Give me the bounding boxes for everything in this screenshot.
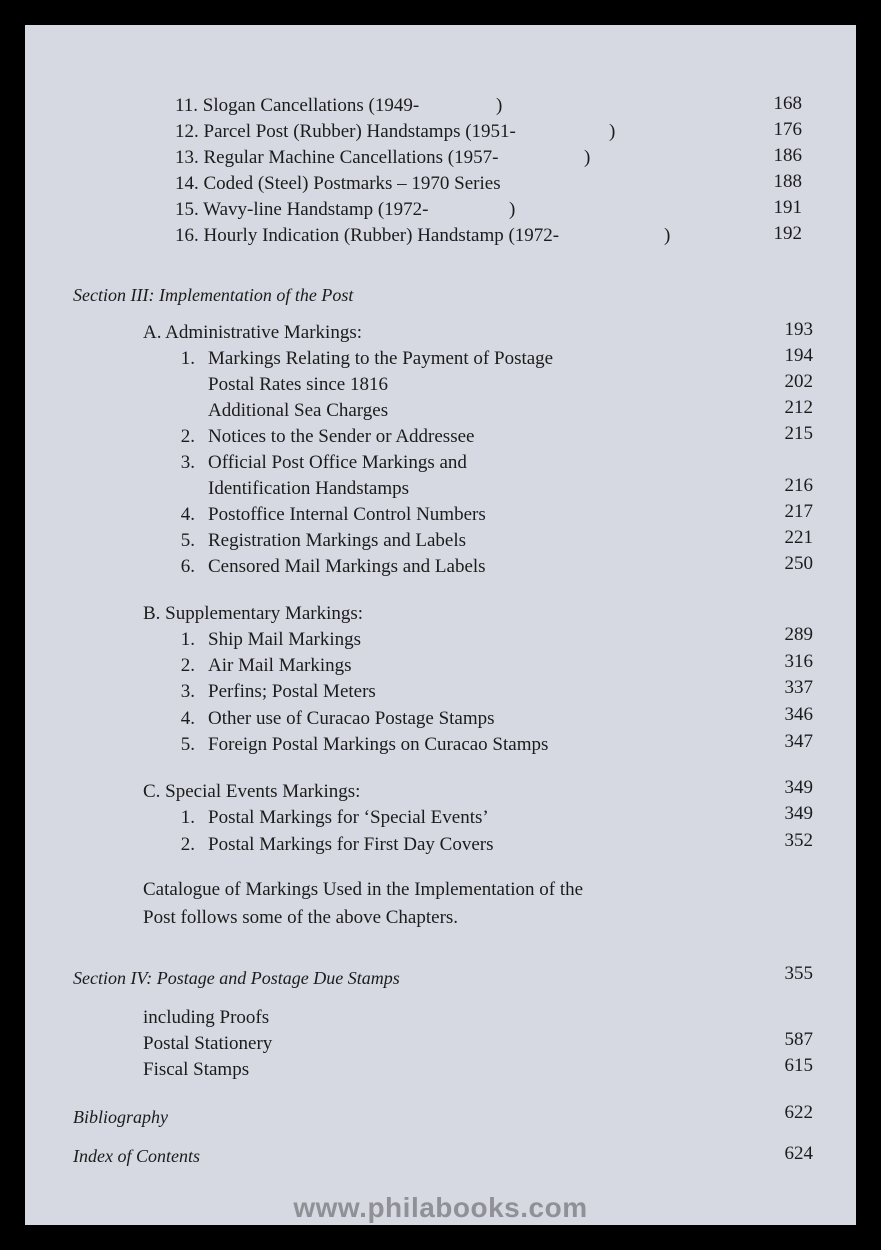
entry-number: 2. [180, 655, 195, 676]
entry-text: Other use of Curacao Postage Stamps [208, 708, 495, 729]
entry-page-number: 250 [784, 553, 813, 574]
entry-number: 4. [180, 504, 195, 525]
entry-number: 3. [180, 452, 195, 473]
entry-page-number: 217 [784, 501, 813, 522]
entry-number: 1. [180, 807, 195, 828]
entry-text: Air Mail Markings [208, 655, 352, 676]
entry-number: 2. [180, 834, 195, 855]
entry-number: 1. [180, 629, 195, 650]
entry-page-number: 191 [773, 197, 802, 218]
entry-page-number: 337 [784, 677, 813, 698]
entry-text: 12. Parcel Post (Rubber) Handstamps (1951- [175, 121, 516, 142]
entry-text: 14. Coded (Steel) Postmarks – 1970 Series [175, 173, 501, 194]
entry-page-number: 186 [773, 145, 802, 166]
catalogue-note-line: Post follows some of the above Chapters. [143, 907, 459, 928]
entry-close-paren: ) [609, 121, 616, 142]
entry-close-paren: ) [584, 147, 591, 168]
subsection-c-heading: C. Special Events Markings: [143, 781, 361, 802]
subsection-a-heading: A. Administrative Markings: [143, 322, 363, 343]
index-page-number: 624 [784, 1143, 813, 1164]
entry-page-number: 194 [784, 345, 813, 366]
entry-page-number: 188 [773, 171, 802, 192]
bibliography-title: Bibliography [73, 1107, 168, 1127]
book-page [25, 25, 856, 1225]
entry-number: 5. [180, 530, 195, 551]
entry-page-number: 587 [784, 1029, 813, 1050]
entry-page-number: 289 [784, 624, 813, 645]
entry-page-number: 221 [784, 527, 813, 548]
entry-text: Perfins; Postal Meters [208, 681, 376, 702]
entry-page-number: 212 [784, 397, 813, 418]
watermark: www.philabooks.com [293, 1192, 588, 1223]
entry-number: 1. [180, 348, 195, 369]
catalogue-note-line: Catalogue of Markings Used in the Implementation of the [143, 879, 584, 900]
entry-page-number: 192 [773, 223, 802, 244]
entry-text: Official Post Office Markings and [208, 452, 467, 473]
entry-text: including Proofs [143, 1007, 270, 1028]
entry-number: 5. [180, 734, 195, 755]
entry-page-number: 349 [784, 803, 813, 824]
entry-page-number: 216 [784, 475, 813, 496]
subsection-b-heading: B. Supplementary Markings: [143, 603, 364, 624]
section-iv-title: Section IV: Postage and Postage Due Stamps [73, 968, 400, 988]
entry-text: Postoffice Internal Control Numbers [208, 504, 486, 525]
section-iv-page-number: 355 [784, 963, 813, 984]
entry-close-paren: ) [496, 95, 503, 116]
entry-text: 16. Hourly Indication (Rubber) Handstamp (1972- [175, 225, 560, 246]
entry-number: 6. [180, 556, 195, 577]
entry-text: Postal Rates since 1816 [208, 374, 388, 395]
entry-page-number: 346 [784, 704, 813, 725]
entry-page-number: 168 [773, 93, 802, 114]
bibliography-page-number: 622 [784, 1102, 813, 1123]
entry-page-number: 347 [784, 731, 813, 752]
entry-text: Markings Relating to the Payment of Postage [208, 348, 554, 369]
entry-page-number: 352 [784, 830, 813, 851]
entry-text: Postal Markings for ‘Special Events’ [208, 807, 489, 828]
entry-close-paren: ) [664, 225, 671, 246]
entry-page-number: 215 [784, 423, 813, 444]
entry-number: 2. [180, 426, 195, 447]
entry-text: Censored Mail Markings and Labels [208, 556, 486, 577]
entry-text: Ship Mail Markings [208, 629, 362, 650]
entry-text: Registration Markings and Labels [208, 530, 467, 551]
entry-number: 3. [180, 681, 195, 702]
entry-text: Notices to the Sender or Addressee [208, 426, 475, 447]
entry-text: 11. Slogan Cancellations (1949- [175, 95, 420, 116]
entry-page-number: 316 [784, 651, 813, 672]
entry-text: Postal Markings for First Day Covers [208, 834, 494, 855]
entry-page-number: 202 [784, 371, 813, 392]
section-iii-title: Section III: Implementation of the Post [73, 285, 354, 305]
entry-close-paren: ) [509, 199, 516, 220]
entry-number: 4. [180, 708, 195, 729]
entry-text: Identification Handstamps [208, 478, 410, 499]
entry-page-number: 615 [784, 1055, 813, 1076]
entry-text: Foreign Postal Markings on Curacao Stamps [208, 734, 549, 755]
subsection-c-page-number: 349 [784, 777, 813, 798]
index-title: Index of Contents [73, 1146, 200, 1166]
entry-page-number: 176 [773, 119, 802, 140]
entry-text: Fiscal Stamps [143, 1059, 250, 1080]
entry-text: 13. Regular Machine Cancellations (1957- [175, 147, 499, 168]
entry-text: Postal Stationery [143, 1033, 273, 1054]
subsection-a-page-number: 193 [784, 319, 813, 340]
entry-text: 15. Wavy-line Handstamp (1972- [175, 199, 429, 220]
entry-text: Additional Sea Charges [208, 400, 389, 421]
